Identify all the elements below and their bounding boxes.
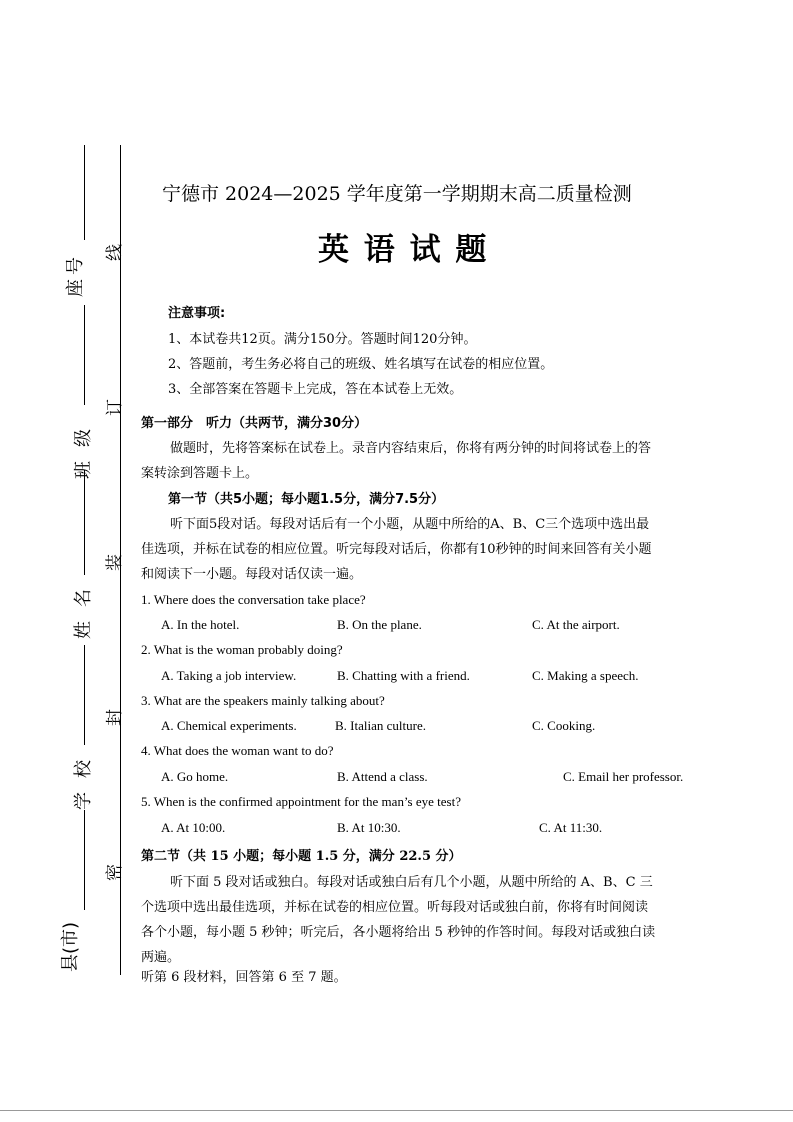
- exam-subtitle: 宁德市 2024—2025 学年度第一学期期末高二质量检测: [162, 183, 632, 205]
- question: 1. Where does the conversation take place?: [141, 592, 366, 607]
- part1-intro: 案转涂到答题卡上。: [141, 466, 259, 481]
- section2-text: 个选项中选出最佳选项，并标在试卷的相应位置。听每段对话或独白前，你将有时间阅读: [141, 900, 649, 915]
- option-c: C. Email her professor.: [563, 769, 684, 784]
- option-c: C. Cooking.: [532, 718, 596, 733]
- notice-item: 1、本试卷共12页。满分150分。答题时间120分钟。: [168, 332, 477, 347]
- seal-char: 订: [105, 399, 125, 416]
- seat-label: 座号: [65, 253, 86, 297]
- option-b: B. Chatting with a friend.: [337, 668, 470, 683]
- county-label: 县(市): [60, 921, 82, 973]
- option-b: B. On the plane.: [337, 617, 422, 632]
- school-label: 学校: [73, 746, 94, 810]
- option-c: C. At the airport.: [532, 617, 620, 632]
- question: 5. When is the confirmed appointment for the man’s eye test?: [141, 794, 461, 809]
- question: 3. What are the speakers mainly talking about?: [141, 693, 385, 708]
- section1-text: 和阅读下一小题。每段对话仅读一遍。: [141, 567, 363, 582]
- name-line: [84, 145, 85, 240]
- seal-char: 线: [105, 244, 125, 261]
- name-line: [84, 470, 85, 575]
- option-b: B. Attend a class.: [337, 769, 428, 784]
- section2-text: 听下面 5 段对话或独白。每段对话或独白后有几个小题，从题中所给的 A、B、C 三: [170, 875, 653, 890]
- section1-text: 佳选项，并标在试卷的相应位置。听完每段对话后，你都有10秒钟的时间来回答有关小题: [141, 542, 652, 557]
- option-a: A. In the hotel.: [161, 617, 240, 632]
- part1-intro: 做题时，先将答案标在试卷上。录音内容结束后，你将有两分钟的时间将试卷上的答: [170, 441, 652, 456]
- option-a: A. Chemical experiments.: [161, 718, 297, 733]
- name-label: 姓名: [73, 575, 94, 639]
- option-b: B. At 10:30.: [337, 820, 401, 835]
- part1-heading: 第一部分 听力（共两节，满分30分）: [141, 416, 368, 431]
- page-bottom-rule: [0, 1110, 793, 1111]
- section2-text: 各个小题，每小题 5 秒钟；听完后，各小题将给出 5 秒钟的作答时间。每段对话或独白读: [141, 925, 656, 940]
- name-line: [84, 305, 85, 405]
- notice-item: 3、全部答案在答题卡上完成，答在本试卷上无效。: [168, 382, 463, 397]
- option-a: A. Go home.: [161, 769, 229, 784]
- name-line: [84, 645, 85, 745]
- section2-heading: 第二节（共 15 小题；每小题 1.5 分，满分 22.5 分）: [141, 849, 462, 864]
- notice-item: 2、答题前，考生务必将自己的班级、姓名填写在试卷的相应位置。: [168, 357, 554, 372]
- option-c: C. At 11:30.: [539, 820, 603, 835]
- exam-title: 英 语 试 题: [318, 232, 489, 268]
- seal-char: 装: [105, 554, 125, 571]
- option-c: C. Making a speech.: [532, 668, 639, 683]
- material-instruction: 听第 6 段材料，回答第 6 至 7 题。: [141, 970, 347, 985]
- seal-char: 封: [105, 709, 125, 726]
- option-a: A. Taking a job interview.: [161, 668, 297, 683]
- section2-text: 两遍。: [141, 950, 181, 965]
- notice-heading: 注意事项:: [168, 306, 226, 321]
- name-line: [84, 810, 85, 910]
- option-a: A. At 10:00.: [161, 820, 226, 835]
- seal-char: 密: [105, 864, 125, 881]
- class-label: 班级: [73, 415, 94, 479]
- option-b: B. Italian culture.: [335, 718, 426, 733]
- section1-text: 听下面5段对话。每段对话后有一个小题，从题中所给的A、B、C三个选项中选出最: [170, 517, 650, 532]
- question: 4. What does the woman want to do?: [141, 743, 334, 758]
- section1-heading: 第一节（共5小题；每小题1.5分，满分7.5分）: [168, 492, 445, 507]
- question: 2. What is the woman probably doing?: [141, 642, 343, 657]
